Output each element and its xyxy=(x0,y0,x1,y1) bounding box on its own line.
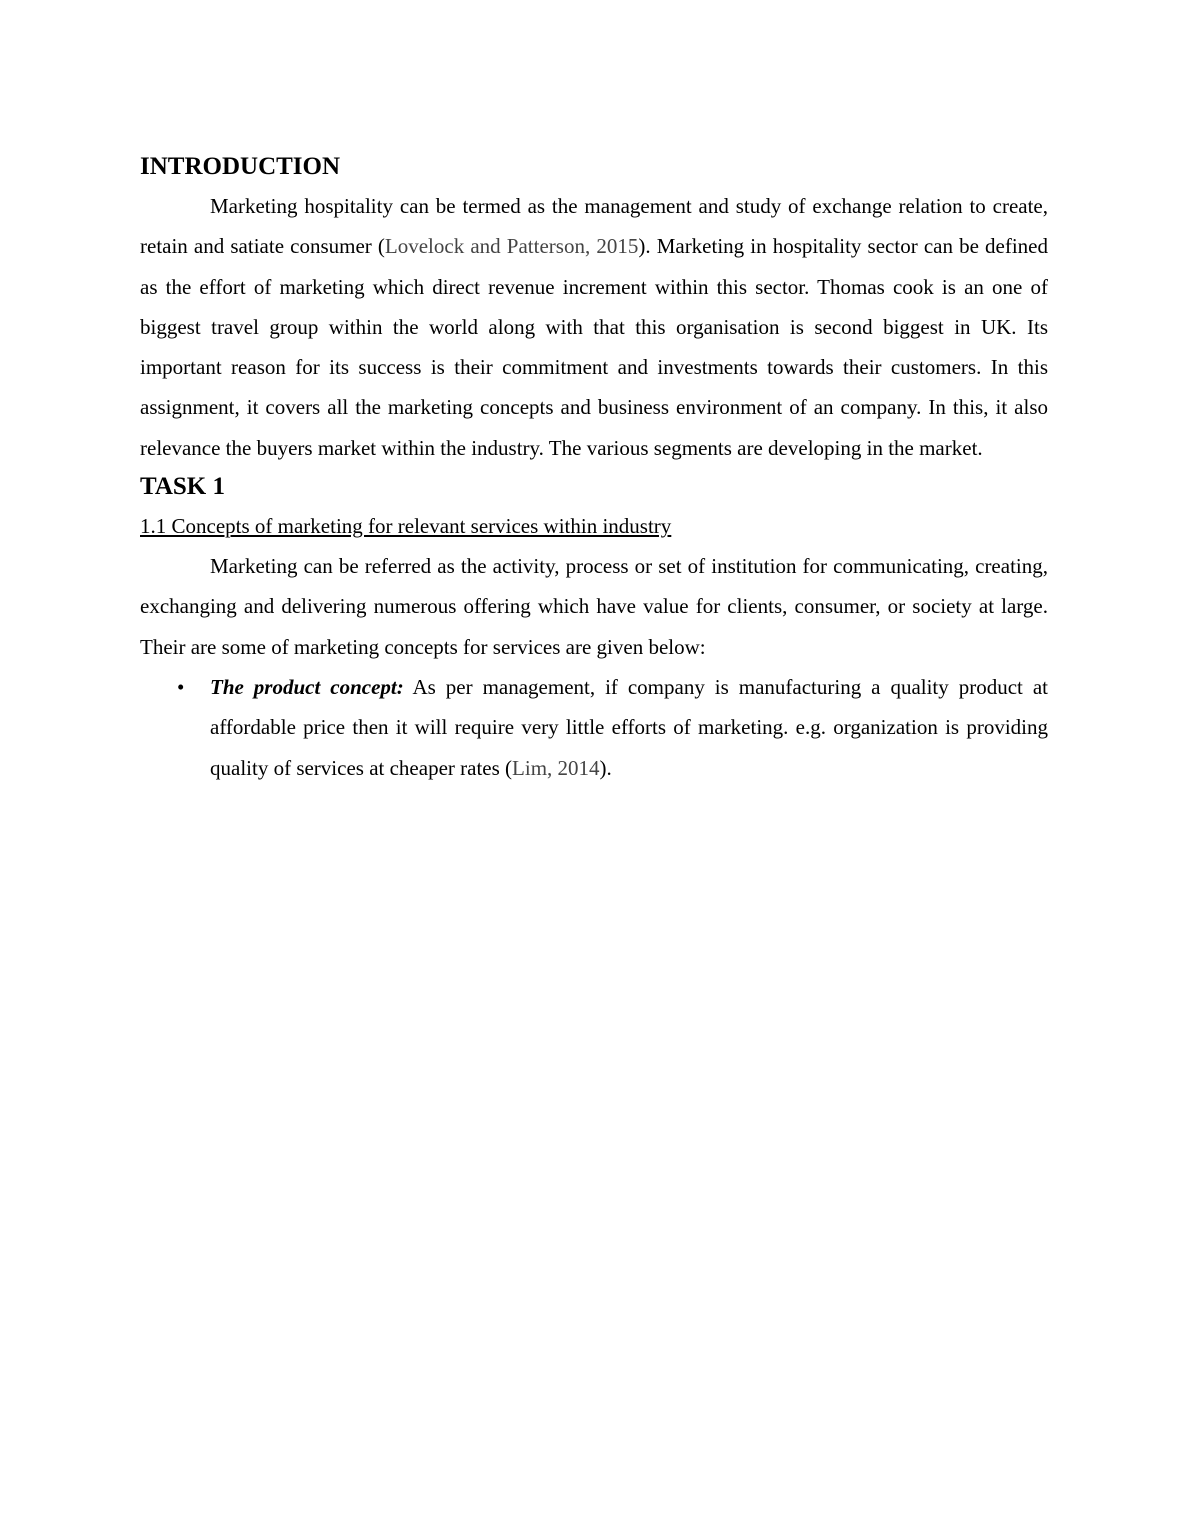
introduction-heading: INTRODUCTION xyxy=(140,153,341,180)
task1-heading: TASK 1 xyxy=(140,473,225,501)
introduction-paragraph xyxy=(140,186,1048,468)
task1-subheading: 1.1 Concepts of marketing for relevant services within industry xyxy=(140,514,672,539)
concept-term: The product concept: xyxy=(210,674,404,699)
concept-text-part-2: ). xyxy=(599,755,612,780)
list-item xyxy=(140,667,1048,788)
concepts-list xyxy=(140,667,1048,788)
task1-paragraph: Marketing can be referred as the activity, process or set of institution for communicating, creating, exchanging and delivering numerous offering which have value for clients, consumer, or society at large. Their are some of marketing concepts for services are given below: xyxy=(140,554,1048,659)
concept-citation: Lim, 2014 xyxy=(512,755,600,780)
bullet-icon: • xyxy=(177,674,185,699)
introduction-text-part-1: Marketing hospitality can be termed as the management and study of exchange relation to create, retain and satiate consumer ( xyxy=(140,194,1048,259)
introduction-text-part-2: ). Marketing in hospitality sector can be defined as the effort of marketing which direct revenue increment within this sector. Thomas cook is an one of biggest travel group within the world along with that this organisation is second biggest in UK. Its important reason for its success is their commitment and investments towards their customers. In this assignment, it covers all the marketing concepts and business environment of an company. In this, it also relevance the buyers market within the industry. The various segments are developing in the market. xyxy=(140,234,1049,460)
introduction-citation: Lovelock and Patterson, 2015 xyxy=(384,234,639,259)
concept-text-part-1: As per management, if company is manufacturing a quality product at affordable price then it will require very little efforts of marketing. e.g. organization is providing quality of services at cheaper rates ( xyxy=(210,674,1048,780)
document-page xyxy=(140,148,1048,788)
